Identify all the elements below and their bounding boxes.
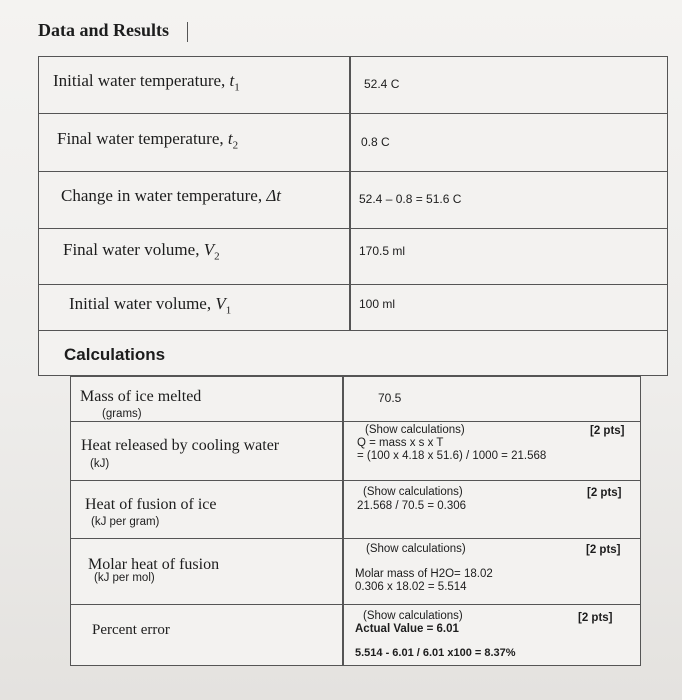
- row-label: Heat released by cooling water: [81, 437, 280, 454]
- row-value: 52.4 C: [364, 77, 400, 91]
- calc-line: Q = mass x s x T: [357, 437, 444, 449]
- row-value: 170.5 ml: [359, 244, 406, 258]
- show-calculations: (Show calculations): [365, 424, 465, 436]
- row-value: 70.5: [378, 391, 402, 405]
- show-calculations: (Show calculations): [363, 610, 463, 622]
- row-label: Initial water volume, $V_1$: [69, 294, 232, 317]
- table-row: [39, 285, 667, 331]
- calc-line: Actual Value = 6.01: [355, 623, 459, 635]
- calculations-table: [70, 376, 641, 666]
- table-row: [39, 114, 667, 172]
- table-row: [71, 422, 640, 481]
- table-row: [39, 57, 667, 114]
- row-label: Change in water temperature, Δt: [61, 186, 282, 205]
- points-label: [2 pts]: [590, 425, 625, 437]
- row-label: Final water volume, $V_2$: [63, 240, 220, 263]
- row-label: Percent error: [92, 622, 170, 638]
- row-unit: (kJ): [90, 458, 110, 470]
- points-label: [2 pts]: [578, 612, 613, 624]
- calc-line: Molar mass of H2O= 18.02: [355, 568, 493, 580]
- row-value: 100 ml: [359, 297, 396, 311]
- table-row: [71, 539, 640, 605]
- calc-line: 21.568 / 70.5 = 0.306: [357, 500, 467, 512]
- calculations-title: Calculations: [64, 345, 166, 364]
- table-row: [71, 481, 640, 539]
- show-calculations: (Show calculations): [363, 486, 463, 498]
- calc-line: = (100 x 4.18 x 51.6) / 1000 = 21.568: [357, 450, 547, 462]
- row-unit: (kJ per gram): [91, 516, 160, 528]
- points-label: [2 pts]: [586, 544, 621, 556]
- row-value: 52.4 – 0.8 = 51.6 C: [359, 192, 462, 206]
- show-calculations: (Show calculations): [366, 543, 466, 555]
- points-label: [2 pts]: [587, 487, 622, 499]
- text-cursor: [187, 22, 188, 42]
- row-label: Heat of fusion of ice: [85, 496, 217, 513]
- table-row: [39, 229, 667, 285]
- row-label: Molar heat of fusion: [88, 556, 220, 573]
- calc-line: 5.514 - 6.01 / 6.01 x100 = 8.37%: [355, 647, 516, 659]
- section-heading: Data and Results: [38, 20, 170, 40]
- table-row: [39, 172, 667, 229]
- row-label: Mass of ice melted: [80, 388, 202, 405]
- row-value: 0.8 C: [361, 135, 390, 149]
- table-row: [71, 605, 640, 665]
- row-unit: (grams): [102, 408, 142, 420]
- row-label: Initial water temperature, $t_1$: [53, 71, 240, 94]
- table-row: [71, 377, 640, 422]
- data-table: [38, 56, 668, 376]
- row-unit: (kJ per mol): [94, 572, 155, 584]
- calc-line: 0.306 x 18.02 = 5.514: [355, 581, 467, 593]
- row-label: Final water temperature, $t_2$: [57, 129, 239, 152]
